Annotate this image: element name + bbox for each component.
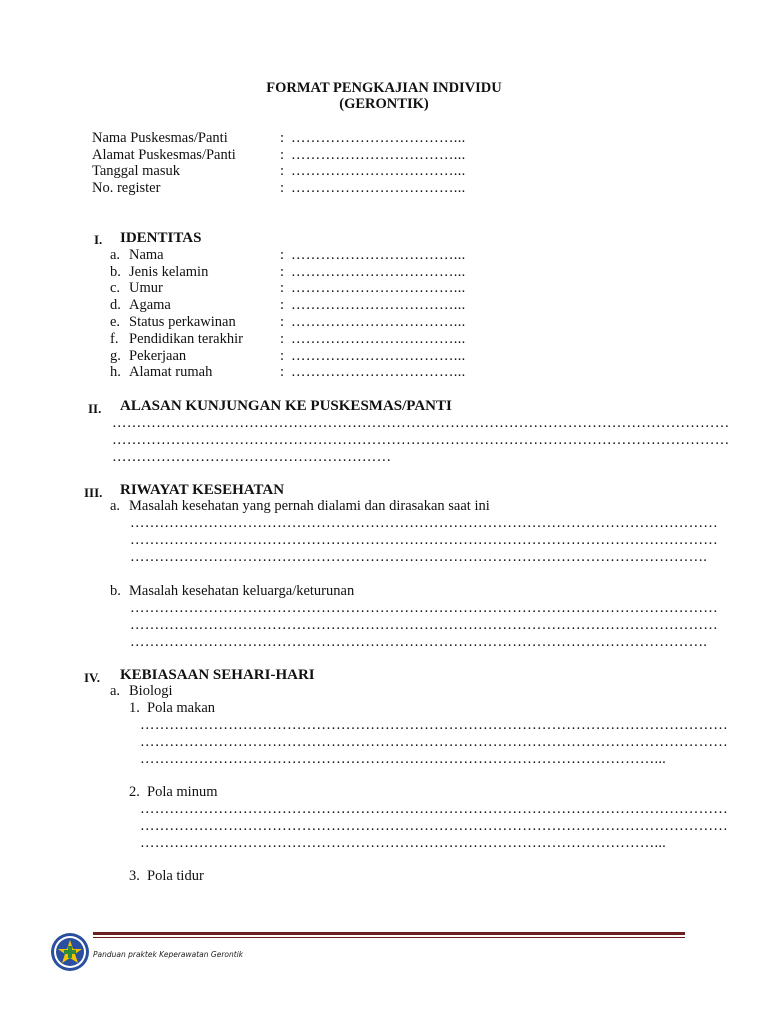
field-fill-dots[interactable]: ……………………………... bbox=[291, 264, 466, 280]
item-label-alamat-rumah: Alamat rumah bbox=[129, 364, 213, 380]
item-letter: b. bbox=[110, 583, 121, 599]
footer-rule-thick bbox=[93, 932, 685, 935]
field-fill-dots[interactable]: ……………………………... bbox=[291, 297, 466, 313]
subitem-number: 1. bbox=[129, 700, 140, 716]
field-colon: : bbox=[280, 348, 285, 364]
section-title: KEBIASAAN SEHARI-HARI bbox=[120, 667, 315, 683]
footer-caption: Panduan praktek Keperawatan Gerontik bbox=[93, 950, 244, 959]
item-letter: g. bbox=[110, 348, 121, 364]
section-number: IV. bbox=[84, 670, 101, 685]
answer-dotted-line[interactable]: ……………………………………………………………………………………………………………… bbox=[112, 415, 730, 431]
item-label-nama: Nama bbox=[129, 247, 164, 263]
section-number: II. bbox=[88, 401, 102, 416]
answer-dotted-line[interactable]: ………………………………………………………………………………………………………… bbox=[130, 600, 718, 616]
item-letter: d. bbox=[110, 297, 121, 313]
field-label-no-register: No. register bbox=[92, 180, 161, 196]
field-fill-dots[interactable]: ……………………………... bbox=[291, 280, 466, 296]
field-fill-dots[interactable]: ……………………………... bbox=[291, 314, 466, 330]
answer-dotted-line[interactable]: ……………………………………………………………………………………………………………… bbox=[112, 432, 730, 448]
field-fill-dots[interactable]: ……………………………... bbox=[291, 348, 466, 364]
answer-dotted-line[interactable]: ………………………………………………… bbox=[112, 449, 392, 465]
item-letter: c. bbox=[110, 280, 121, 296]
answer-dotted-line[interactable]: ……………………………………………………………………………………………... bbox=[140, 751, 666, 767]
institution-logo-icon bbox=[50, 932, 90, 972]
field-fill-dots[interactable]: ……………………………... bbox=[291, 364, 466, 380]
subitem-number: 2. bbox=[129, 784, 140, 800]
field-colon: : bbox=[280, 163, 285, 179]
answer-dotted-line[interactable]: ………………………………………………………………………………………………………… bbox=[130, 617, 718, 633]
field-colon: : bbox=[280, 297, 285, 313]
subitem-number: 3. bbox=[129, 868, 140, 884]
item-letter: a. bbox=[110, 498, 121, 514]
item-label-masalah-keluarga: Masalah kesehatan keluarga/keturunan bbox=[129, 583, 355, 599]
answer-dotted-line[interactable]: ………………………………………………………………………………………………………… bbox=[130, 515, 718, 531]
item-label-agama: Agama bbox=[129, 297, 171, 313]
answer-dotted-line[interactable]: ………………………………………………………………………………………………………… bbox=[140, 801, 728, 817]
field-colon: : bbox=[280, 264, 285, 280]
field-fill-dots[interactable]: ……………………………... bbox=[291, 247, 466, 263]
subitem-label-pola-makan: Pola makan bbox=[147, 700, 216, 716]
section-number: III. bbox=[84, 485, 103, 500]
field-colon: : bbox=[280, 247, 285, 263]
answer-dotted-line[interactable]: ………………………………………………………………………………………………………… bbox=[140, 717, 728, 733]
item-letter: f. bbox=[110, 331, 119, 347]
answer-dotted-line[interactable]: ………………………………………………………………………………………………………… bbox=[130, 532, 718, 548]
item-letter: h. bbox=[110, 364, 121, 380]
item-label-pendidikan-terakhir: Pendidikan terakhir bbox=[129, 331, 243, 347]
item-letter: a. bbox=[110, 247, 121, 263]
field-colon: : bbox=[280, 364, 285, 380]
field-colon: : bbox=[280, 147, 285, 163]
section-number: I. bbox=[94, 232, 103, 247]
field-fill-dots[interactable]: ……………………………... bbox=[291, 163, 466, 179]
item-letter: a. bbox=[110, 683, 121, 699]
section-title: RIWAYAT KESEHATAN bbox=[120, 482, 285, 498]
field-fill-dots[interactable]: ……………………………... bbox=[291, 331, 466, 347]
section-title: IDENTITAS bbox=[120, 230, 202, 246]
field-colon: : bbox=[280, 314, 285, 330]
field-colon: : bbox=[280, 130, 285, 146]
field-fill-dots[interactable]: ……………………………... bbox=[291, 147, 466, 163]
field-fill-dots[interactable]: ……………………………... bbox=[291, 180, 466, 196]
answer-dotted-line[interactable]: ………………………………………………………………………………………………………. bbox=[130, 634, 708, 650]
document-title: FORMAT PENGKAJIAN INDIVIDU bbox=[266, 80, 502, 96]
subitem-label-pola-minum: Pola minum bbox=[147, 784, 218, 800]
item-label-jenis-kelamin: Jenis kelamin bbox=[129, 264, 209, 280]
answer-dotted-line[interactable]: ………………………………………………………………………………………………………… bbox=[140, 734, 728, 750]
item-letter: b. bbox=[110, 264, 121, 280]
field-label-alamat-puskesmas: Alamat Puskesmas/Panti bbox=[92, 147, 236, 163]
document-subtitle: (GERONTIK) bbox=[339, 96, 429, 112]
answer-dotted-line[interactable]: ………………………………………………………………………………………………………. bbox=[130, 549, 708, 565]
item-label-biologi: Biologi bbox=[129, 683, 173, 699]
field-label-nama-puskesmas: Nama Puskesmas/Panti bbox=[92, 130, 228, 146]
subitem-label-pola-tidur: Pola tidur bbox=[147, 868, 204, 884]
field-colon: : bbox=[280, 331, 285, 347]
item-label-masalah-kesehatan: Masalah kesehatan yang pernah dialami dan dirasakan saat ini bbox=[129, 498, 490, 514]
footer-rule-thin bbox=[93, 937, 685, 938]
field-fill-dots[interactable]: ……………………………... bbox=[291, 130, 466, 146]
item-label-status-perkawinan: Status perkawinan bbox=[129, 314, 236, 330]
answer-dotted-line[interactable]: ……………………………………………………………………………………………... bbox=[140, 835, 666, 851]
item-letter: e. bbox=[110, 314, 121, 330]
field-colon: : bbox=[280, 280, 285, 296]
section-title: ALASAN KUNJUNGAN KE PUSKESMAS/PANTI bbox=[120, 398, 452, 414]
item-label-pekerjaan: Pekerjaan bbox=[129, 348, 187, 364]
field-label-tanggal-masuk: Tanggal masuk bbox=[92, 163, 180, 179]
answer-dotted-line[interactable]: ………………………………………………………………………………………………………… bbox=[140, 818, 728, 834]
item-label-umur: Umur bbox=[129, 280, 163, 296]
field-colon: : bbox=[280, 180, 285, 196]
